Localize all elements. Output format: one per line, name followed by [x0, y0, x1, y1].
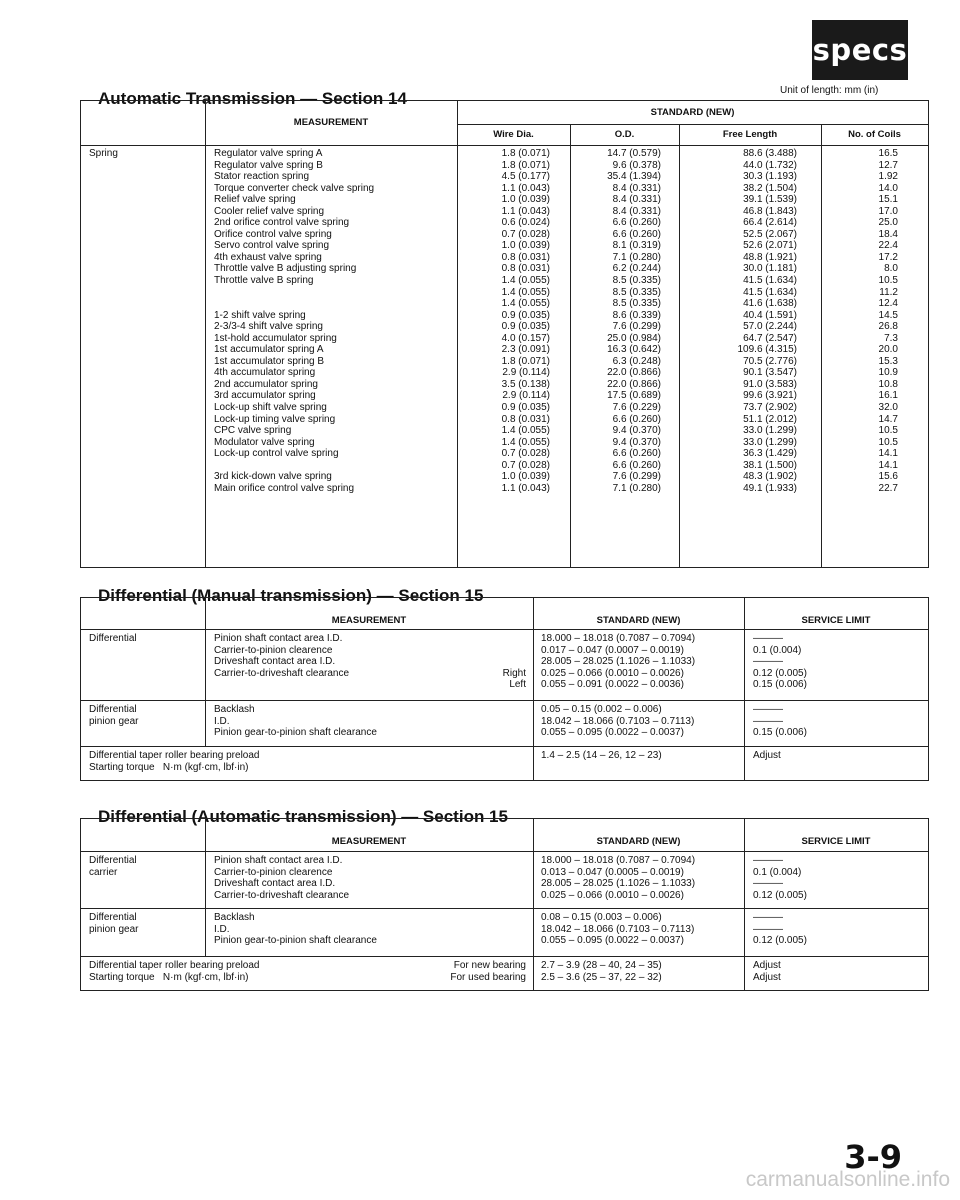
- dm-r2-items: Backlash I.D. Pinion gear-to-pinion shaft clearance: [214, 704, 377, 739]
- da-r3-limit: Adjust Adjust: [753, 960, 781, 983]
- unit-note: Unit of length: mm (in): [776, 85, 878, 96]
- at-group-spring: Spring: [89, 148, 118, 159]
- at-header-standard: STANDARD (NEW): [650, 107, 735, 118]
- dm-r1-limit: ——— 0.1 (0.004) ——— 0.12 (0.005) 0.15 (0.006): [753, 633, 807, 691]
- da-header-standard: STANDARD (NEW): [596, 836, 681, 847]
- dm-r2-limit: ——— ——— 0.15 (0.006): [753, 704, 807, 739]
- dm-r3-limit: Adjust: [753, 750, 781, 761]
- dm-section-title: Differential (Manual transmission) — Section 15: [92, 586, 489, 606]
- dm-r3-items: Differential taper roller bearing preload Starting torque N·m (kgf·cm, lbf·in): [89, 750, 260, 773]
- specs-badge: specs: [812, 20, 908, 80]
- at-od-values: 14.7 (0.579) 9.6 (0.378) 35.4 (1.394) 8.4 (0.331) 8.4 (0.331) 8.4 (0.331) 6.6 (0.260) 6.6 (0.260) 8.1 (0.319) 7.1 (0.280) 6.2 (0.244) 8.5 (0.335) 8.5 (0.335) 8.5 (0.335) 8.6 (0.339) 7.6 (0.299) 25.0 (0.984) 16.3 (0.642) 6.3 (0.248) 22.0 (0.866) 22.0 (0.866) 17.5 (0.689) 7.6 (0.229) 6.6 (0.260) 9.4 (0.370) 9.4 (0.370) 6.6 (0.260) 6.6 (0.260) 7.6 (0.299) 7.1 (0.280): [607, 148, 661, 494]
- da-r3-standard: 2.7 – 3.9 (28 – 40, 24 – 35) 2.5 – 3.6 (25 – 37, 22 – 32): [541, 960, 662, 983]
- at-spring-names: Regulator valve spring A Regulator valve spring B Stator reaction spring Torque converter check valve spring Relief valve spring Cooler relief valve spring 2nd orifice control valve spring Orifice control valve spring Servo control valve spring 4th exhaust valve spring Throttle valve B adjusting spring Throttle valve B spring 1-2 shift valve spring 2-3/3-4 shift valve spring 1st-hold accumulator spring 1st accumulator spring A 1st accumulator spring B 4th accumulator spring 2nd accumulator spring 3rd accumulator spring Lock-up shift valve spring Lock-up timing valve spring CPC valve spring Modulator valve spring Lock-up control valve spring 3rd kick-down valve spring Main orifice control valve spring: [214, 148, 375, 494]
- da-r2-standard: 0.08 – 0.15 (0.003 – 0.006) 18.042 – 18.066 (0.7103 – 0.7113) 0.055 – 0.095 (0.0022 – 0.0037): [541, 912, 695, 947]
- dm-r1-items: Pinion shaft contact area I.D. Carrier-to-pinion clearence Driveshaft contact area I.D. Carrier-to-driveshaft clearance: [214, 633, 350, 679]
- da-r1-group: Differential carrier: [89, 855, 137, 878]
- dm-r3-standard: 1.4 – 2.5 (14 – 26, 12 – 23): [541, 750, 662, 761]
- dm-header-standard: STANDARD (NEW): [596, 615, 681, 626]
- at-header-od: O.D.: [614, 129, 635, 140]
- da-r3-items: Differential taper roller bearing preload Starting torque N·m (kgf·cm, lbf·in): [89, 960, 260, 983]
- da-header-measurement: MEASUREMENT: [331, 836, 407, 847]
- dm-header-measurement: MEASUREMENT: [331, 615, 407, 626]
- da-header-service-limit: SERVICE LIMIT: [801, 836, 871, 847]
- dm-r2-group: Differential pinion gear: [89, 704, 139, 727]
- da-r1-limit: ——— 0.1 (0.004) ——— 0.12 (0.005): [753, 855, 807, 901]
- da-r2-group: Differential pinion gear: [89, 912, 139, 935]
- dm-r1-sides: Right Left: [502, 667, 526, 691]
- da-table: [80, 818, 929, 991]
- at-wire-dia-values: 1.8 (0.071) 1.8 (0.071) 4.5 (0.177) 1.1 (0.043) 1.0 (0.039) 1.1 (0.043) 0.6 (0.024) 0.7 (0.028) 1.0 (0.039) 0.8 (0.031) 0.8 (0.031) 1.4 (0.055) 1.4 (0.055) 1.4 (0.055) 0.9 (0.035) 0.9 (0.035) 4.0 (0.157) 2.3 (0.091) 1.8 (0.071) 2.9 (0.114) 3.5 (0.138) 2.9 (0.114) 0.9 (0.035) 0.8 (0.031) 1.4 (0.055) 1.4 (0.055) 0.7 (0.028) 0.7 (0.028) 1.0 (0.039) 1.1 (0.043): [501, 148, 550, 494]
- da-r3-conditions: For new bearing For used bearing: [450, 960, 526, 983]
- dm-header-service-limit: SERVICE LIMIT: [801, 615, 871, 626]
- at-coil-values: 16.5 12.7 1.92 14.0 15.1 17.0 25.0 18.4 22.4 17.2 8.0 10.5 11.2 12.4 14.5 26.8 7.3 20.0 15.3 10.9 10.8 16.1 32.0 14.7 10.5 10.5 14.1 14.1 15.6 22.7: [878, 148, 898, 494]
- at-header-free-length: Free Length: [722, 129, 778, 140]
- da-section-title: Differential (Automatic transmission) — Section 15: [92, 807, 514, 827]
- at-header-wire: Wire Dia.: [493, 129, 534, 140]
- dm-r1-standard: 18.000 – 18.018 (0.7087 – 0.7094) 0.017 – 0.047 (0.0007 – 0.0019) 28.005 – 28.025 (1.1026 – 1.1033) 0.025 – 0.066 (0.0010 – 0.0026) 0.055 – 0.091 (0.0022 – 0.0036): [541, 633, 696, 691]
- da-r1-items: Pinion shaft contact area I.D. Carrier-to-pinion clearence Driveshaft contact area I.D. Carrier-to-driveshaft clearance: [214, 855, 350, 901]
- da-r1-standard: 18.000 – 18.018 (0.7087 – 0.7094) 0.013 – 0.047 (0.0005 – 0.0019) 28.005 – 28.025 (1.1026 – 1.1033) 0.025 – 0.066 (0.0010 – 0.0026): [541, 855, 696, 901]
- at-header-measurement: MEASUREMENT: [293, 117, 369, 128]
- dm-r2-standard: 0.05 – 0.15 (0.002 – 0.006) 18.042 – 18.066 (0.7103 – 0.7113) 0.055 – 0.095 (0.0022 – 0.0037): [541, 704, 695, 739]
- da-r2-limit: ——— ——— 0.12 (0.005): [753, 912, 807, 947]
- dm-table: [80, 597, 929, 781]
- at-section-title: Automatic Transmission — Section 14: [92, 89, 413, 109]
- at-free-length-values: 88.6 (3.488) 44.0 (1.732) 30.3 (1.193) 38.2 (1.504) 39.1 (1.539) 46.8 (1.843) 66.4 (2.614) 52.5 (2.067) 52.6 (2.071) 48.8 (1.921) 30.0 (1.181) 41.5 (1.634) 41.5 (1.634) 41.6 (1.638) 40.4 (1.591) 57.0 (2.244) 64.7 (2.547) 109.6 (4.315) 70.5 (2.776) 90.1 (3.547) 91.0 (3.583) 99.6 (3.921) 73.7 (2.902) 51.1 (2.012) 33.0 (1.299) 33.0 (1.299) 36.3 (1.429) 38.1 (1.500) 48.3 (1.902) 49.1 (1.933): [737, 148, 797, 494]
- page-number: 3-9: [844, 1138, 902, 1176]
- dm-r1-group: Differential: [89, 633, 137, 644]
- at-header-coils: No. of Coils: [848, 129, 901, 140]
- watermark: carmanualsonline.info: [745, 1168, 950, 1191]
- at-table: [80, 100, 929, 568]
- da-r2-items: Backlash I.D. Pinion gear-to-pinion shaft clearance: [214, 912, 377, 947]
